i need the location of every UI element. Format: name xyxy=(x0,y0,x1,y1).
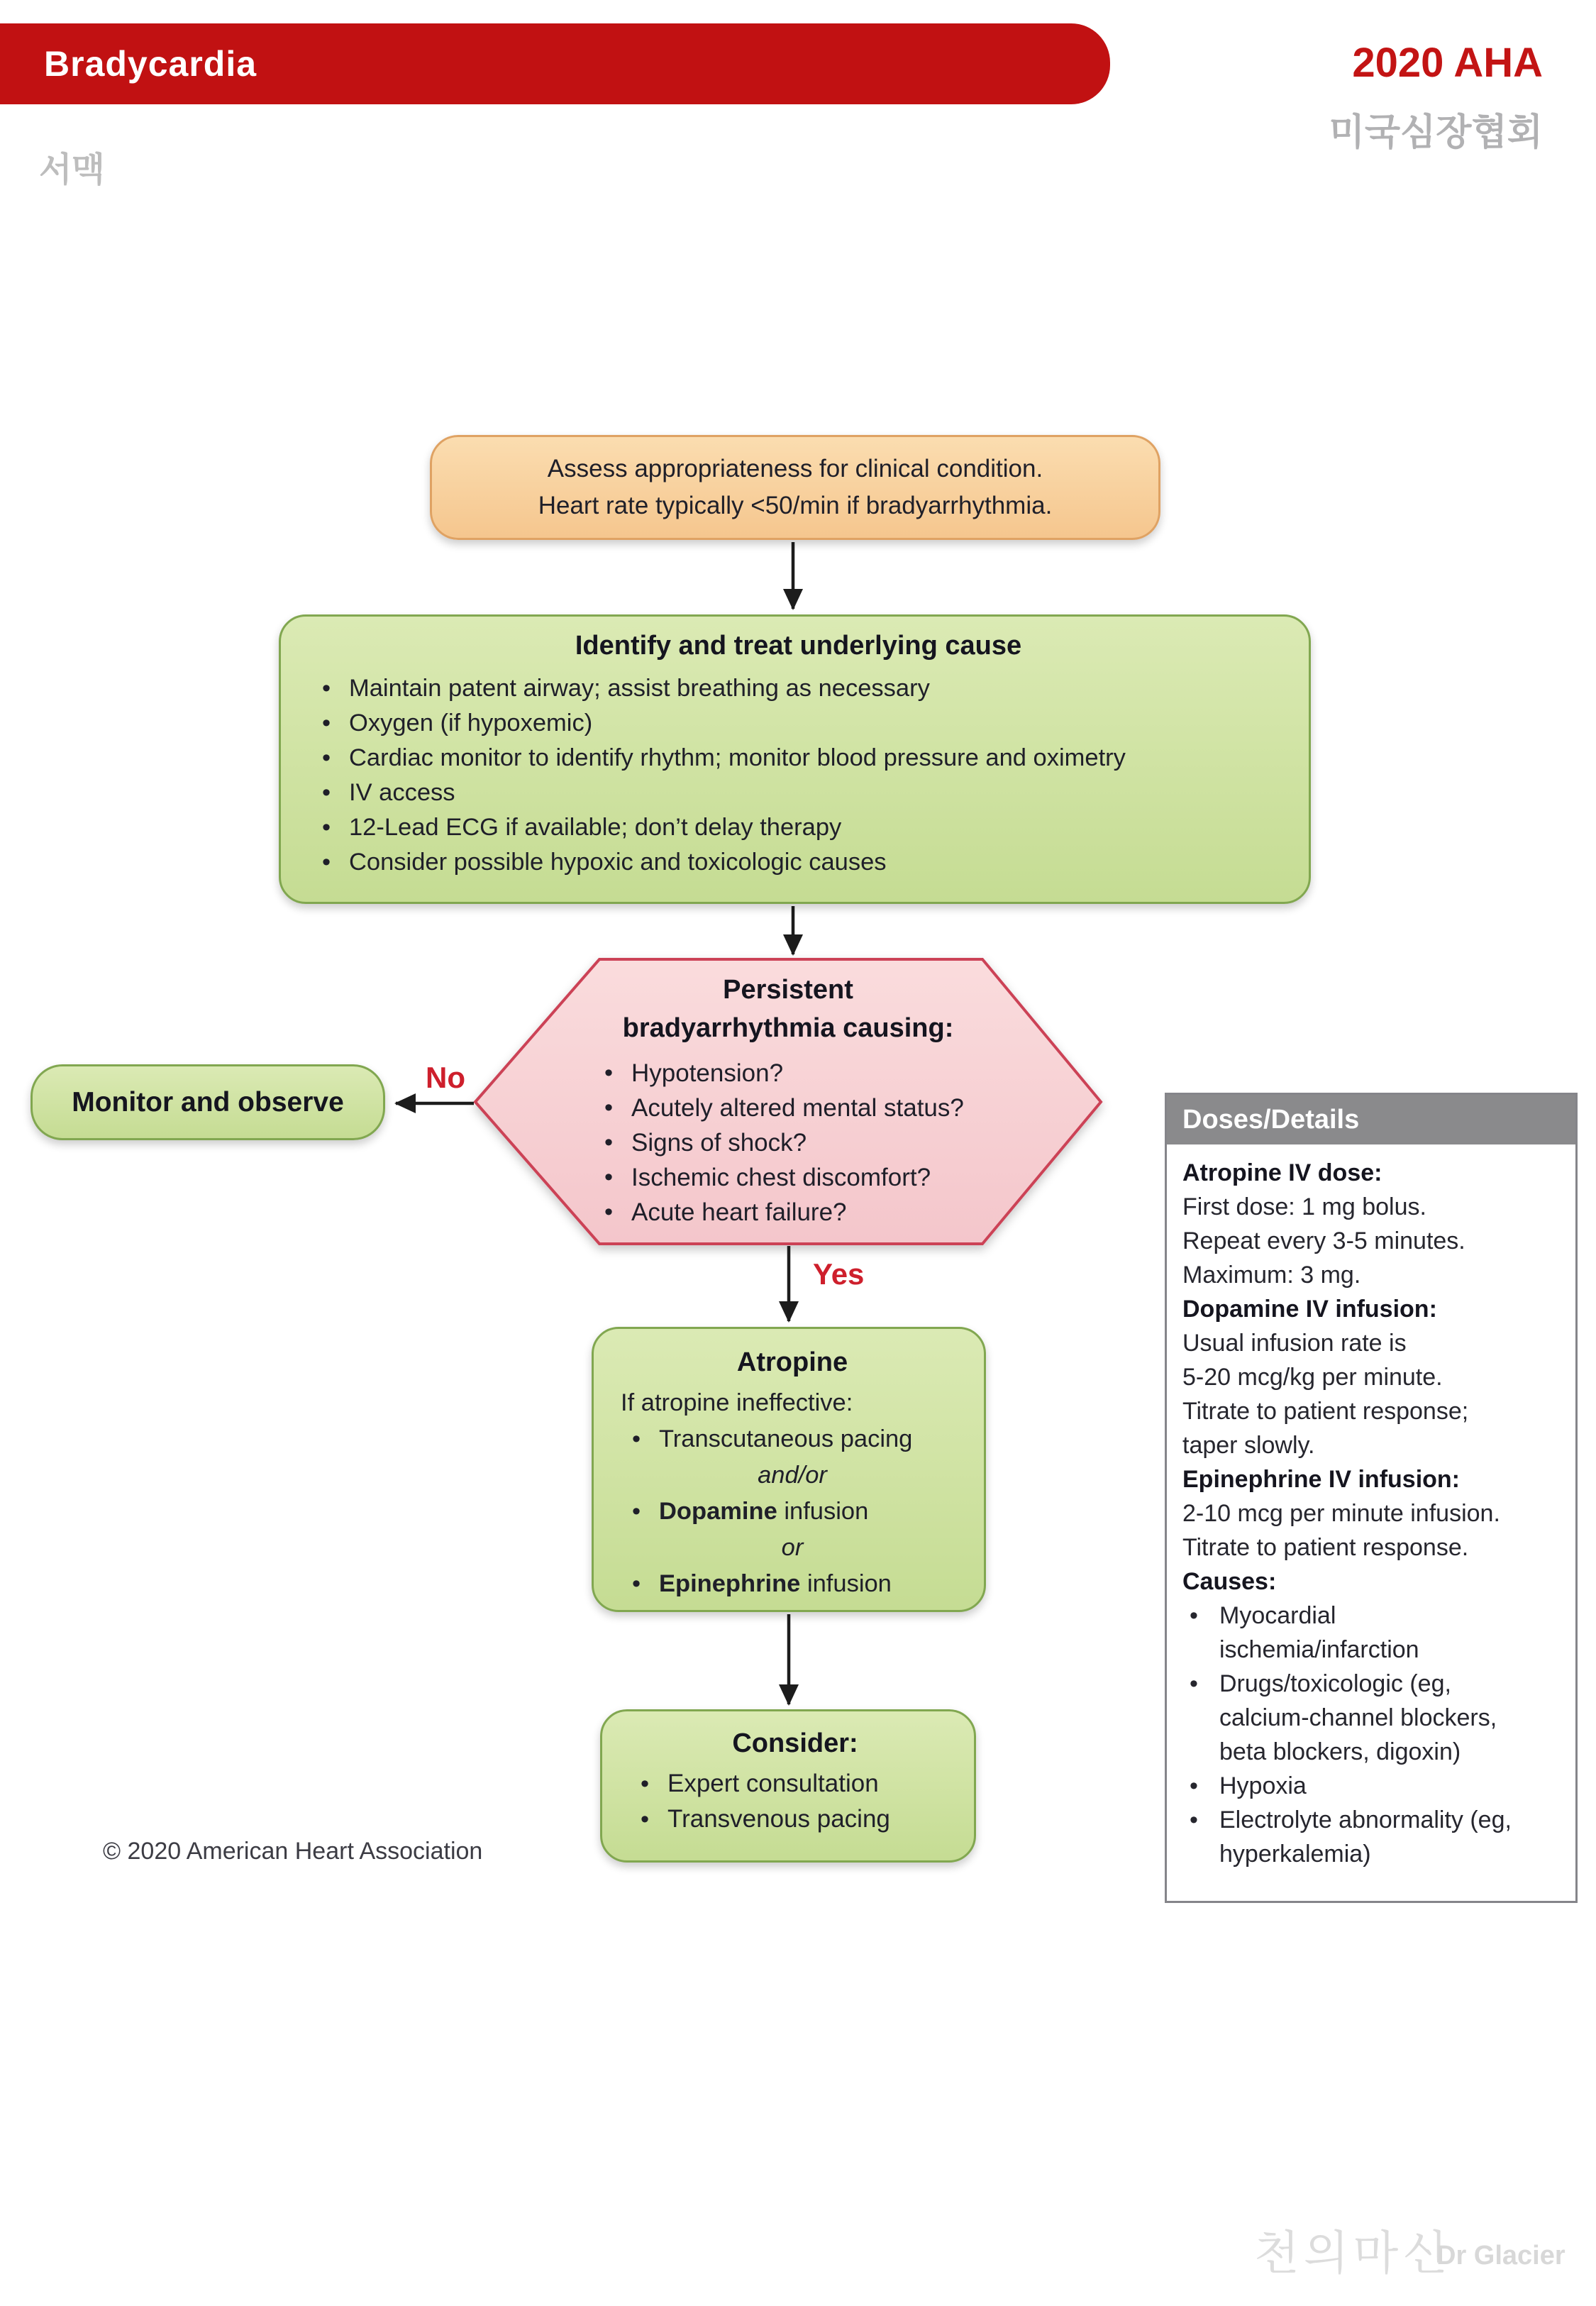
brand-2020-aha: 2020 AHA xyxy=(1352,40,1543,86)
doses-panel-body xyxy=(1167,1144,1575,1871)
subtitle-korean: 서맥 xyxy=(39,151,105,189)
decision-bullet: • Signs of shock? xyxy=(592,1125,1101,1160)
monitor-label: Monitor and observe xyxy=(72,1086,344,1118)
assess-line1: Assess appropriateness for clinical condition. xyxy=(547,455,1043,482)
decision-bullet: • Acute heart failure? xyxy=(592,1195,1101,1230)
decision-bullet: • Acutely altered mental status? xyxy=(592,1091,1101,1125)
dopamine-infusion-line: 5-20 mcg/kg per minute. xyxy=(1182,1364,1443,1391)
doses-panel-title: Doses/Details xyxy=(1182,1104,1360,1135)
watermark-korean: 천의마신 xyxy=(1254,2227,1453,2279)
epinephrine-infusion-heading: Epinephrine IV infusion: xyxy=(1182,1466,1460,1493)
atropine-bullet-pacing: • Transcutaneous pacing xyxy=(615,1421,970,1457)
epinephrine-rest: infusion xyxy=(800,1570,892,1597)
identify-bullet: • Consider possible hypoxic and toxicologic causes xyxy=(309,845,1287,880)
decision-content xyxy=(475,971,1101,1230)
identify-bullet-list xyxy=(309,671,1287,880)
dopamine-infusion-line: Usual infusion rate is xyxy=(1182,1330,1407,1357)
doses-panel-header xyxy=(1167,1095,1575,1144)
epinephrine-infusion-line: Titrate to patient response. xyxy=(1182,1534,1469,1561)
atropine-dose-line: Maximum: 3 mg. xyxy=(1182,1262,1361,1289)
causes-bullet: • Hypoxia xyxy=(1182,1769,1561,1803)
identify-bullet: • 12-Lead ECG if available; don’t delay therapy xyxy=(309,810,1287,845)
atropine-bullet-epinephrine xyxy=(615,1566,970,1602)
dopamine-infusion-line: taper slowly. xyxy=(1182,1432,1315,1459)
atropine-dose-line: Repeat every 3-5 minutes. xyxy=(1182,1228,1465,1254)
assess-line2: Heart rate typically <50/min if bradyarrhythmia. xyxy=(538,492,1053,519)
dopamine-infusion-heading: Dopamine IV infusion: xyxy=(1182,1296,1437,1323)
atropine-title: Atropine xyxy=(736,1347,848,1377)
watermark-author: Dr Glacier xyxy=(1436,2241,1565,2271)
decision-title-line1: Persistent xyxy=(723,975,853,1005)
atropine-conjunction-or: or xyxy=(781,1534,804,1561)
atropine-dose-heading: Atropine IV dose: xyxy=(1182,1159,1382,1186)
consider-box xyxy=(600,1709,976,1863)
dopamine-bold: Dopamine xyxy=(659,1498,777,1525)
assess-box xyxy=(430,435,1160,540)
epinephrine-infusion-line: 2-10 mcg per minute infusion. xyxy=(1182,1500,1500,1527)
consider-bullet-list xyxy=(628,1766,963,1837)
atropine-conjunction-andor: and/or xyxy=(758,1462,827,1489)
page-title: Bradycardia xyxy=(44,44,257,84)
consider-title: Consider: xyxy=(732,1728,858,1758)
atropine-box xyxy=(592,1327,986,1612)
no-label: No xyxy=(426,1061,465,1094)
dopamine-rest: infusion xyxy=(777,1498,869,1525)
decision-title-line2: bradyarrhythmia causing: xyxy=(622,1013,954,1043)
consider-bullet: • Transvenous pacing xyxy=(628,1802,963,1837)
identify-bullet: • Oxygen (if hypoxemic) xyxy=(309,706,1287,741)
monitor-box xyxy=(31,1064,385,1140)
epinephrine-bold: Epinephrine xyxy=(659,1570,801,1597)
dopamine-infusion-line: Titrate to patient response; xyxy=(1182,1398,1469,1425)
identify-bullet: • Cardiac monitor to identify rhythm; monitor blood pressure and oximetry xyxy=(309,741,1287,776)
decision-bullet: • Ischemic chest discomfort? xyxy=(592,1160,1101,1195)
brand-korean: 미국심장협회 xyxy=(1329,112,1543,153)
decision-bullet: • Hypotension? xyxy=(592,1056,1101,1091)
atropine-lead: If atropine ineffective: xyxy=(621,1389,853,1416)
causes-bullet-list xyxy=(1182,1599,1561,1871)
identify-bullet: • IV access xyxy=(309,776,1287,810)
causes-bullet: • Electrolyte abnormality (eg, hyperkalemia) xyxy=(1182,1803,1561,1871)
identify-box xyxy=(279,614,1311,904)
identify-bullet: • Maintain patent airway; assist breathing as necessary xyxy=(309,671,1287,706)
yes-label: Yes xyxy=(813,1257,865,1291)
identify-title: Identify and treat underlying cause xyxy=(575,631,1022,661)
atropine-dose-line: First dose: 1 mg bolus. xyxy=(1182,1193,1426,1220)
doses-details-panel xyxy=(1165,1093,1578,1903)
decision-bullet-list xyxy=(475,1056,1101,1230)
causes-bullet: • Drugs/toxicologic (eg, calcium-channel blockers, beta blockers, digoxin) xyxy=(1182,1667,1561,1769)
causes-bullet: • Myocardial ischemia/infarction xyxy=(1182,1599,1561,1667)
copyright-notice: © 2020 American Heart Association xyxy=(103,1838,483,1865)
consider-bullet: • Expert consultation xyxy=(628,1766,963,1802)
causes-heading: Causes: xyxy=(1182,1568,1277,1595)
atropine-bullet-dopamine xyxy=(615,1494,970,1530)
